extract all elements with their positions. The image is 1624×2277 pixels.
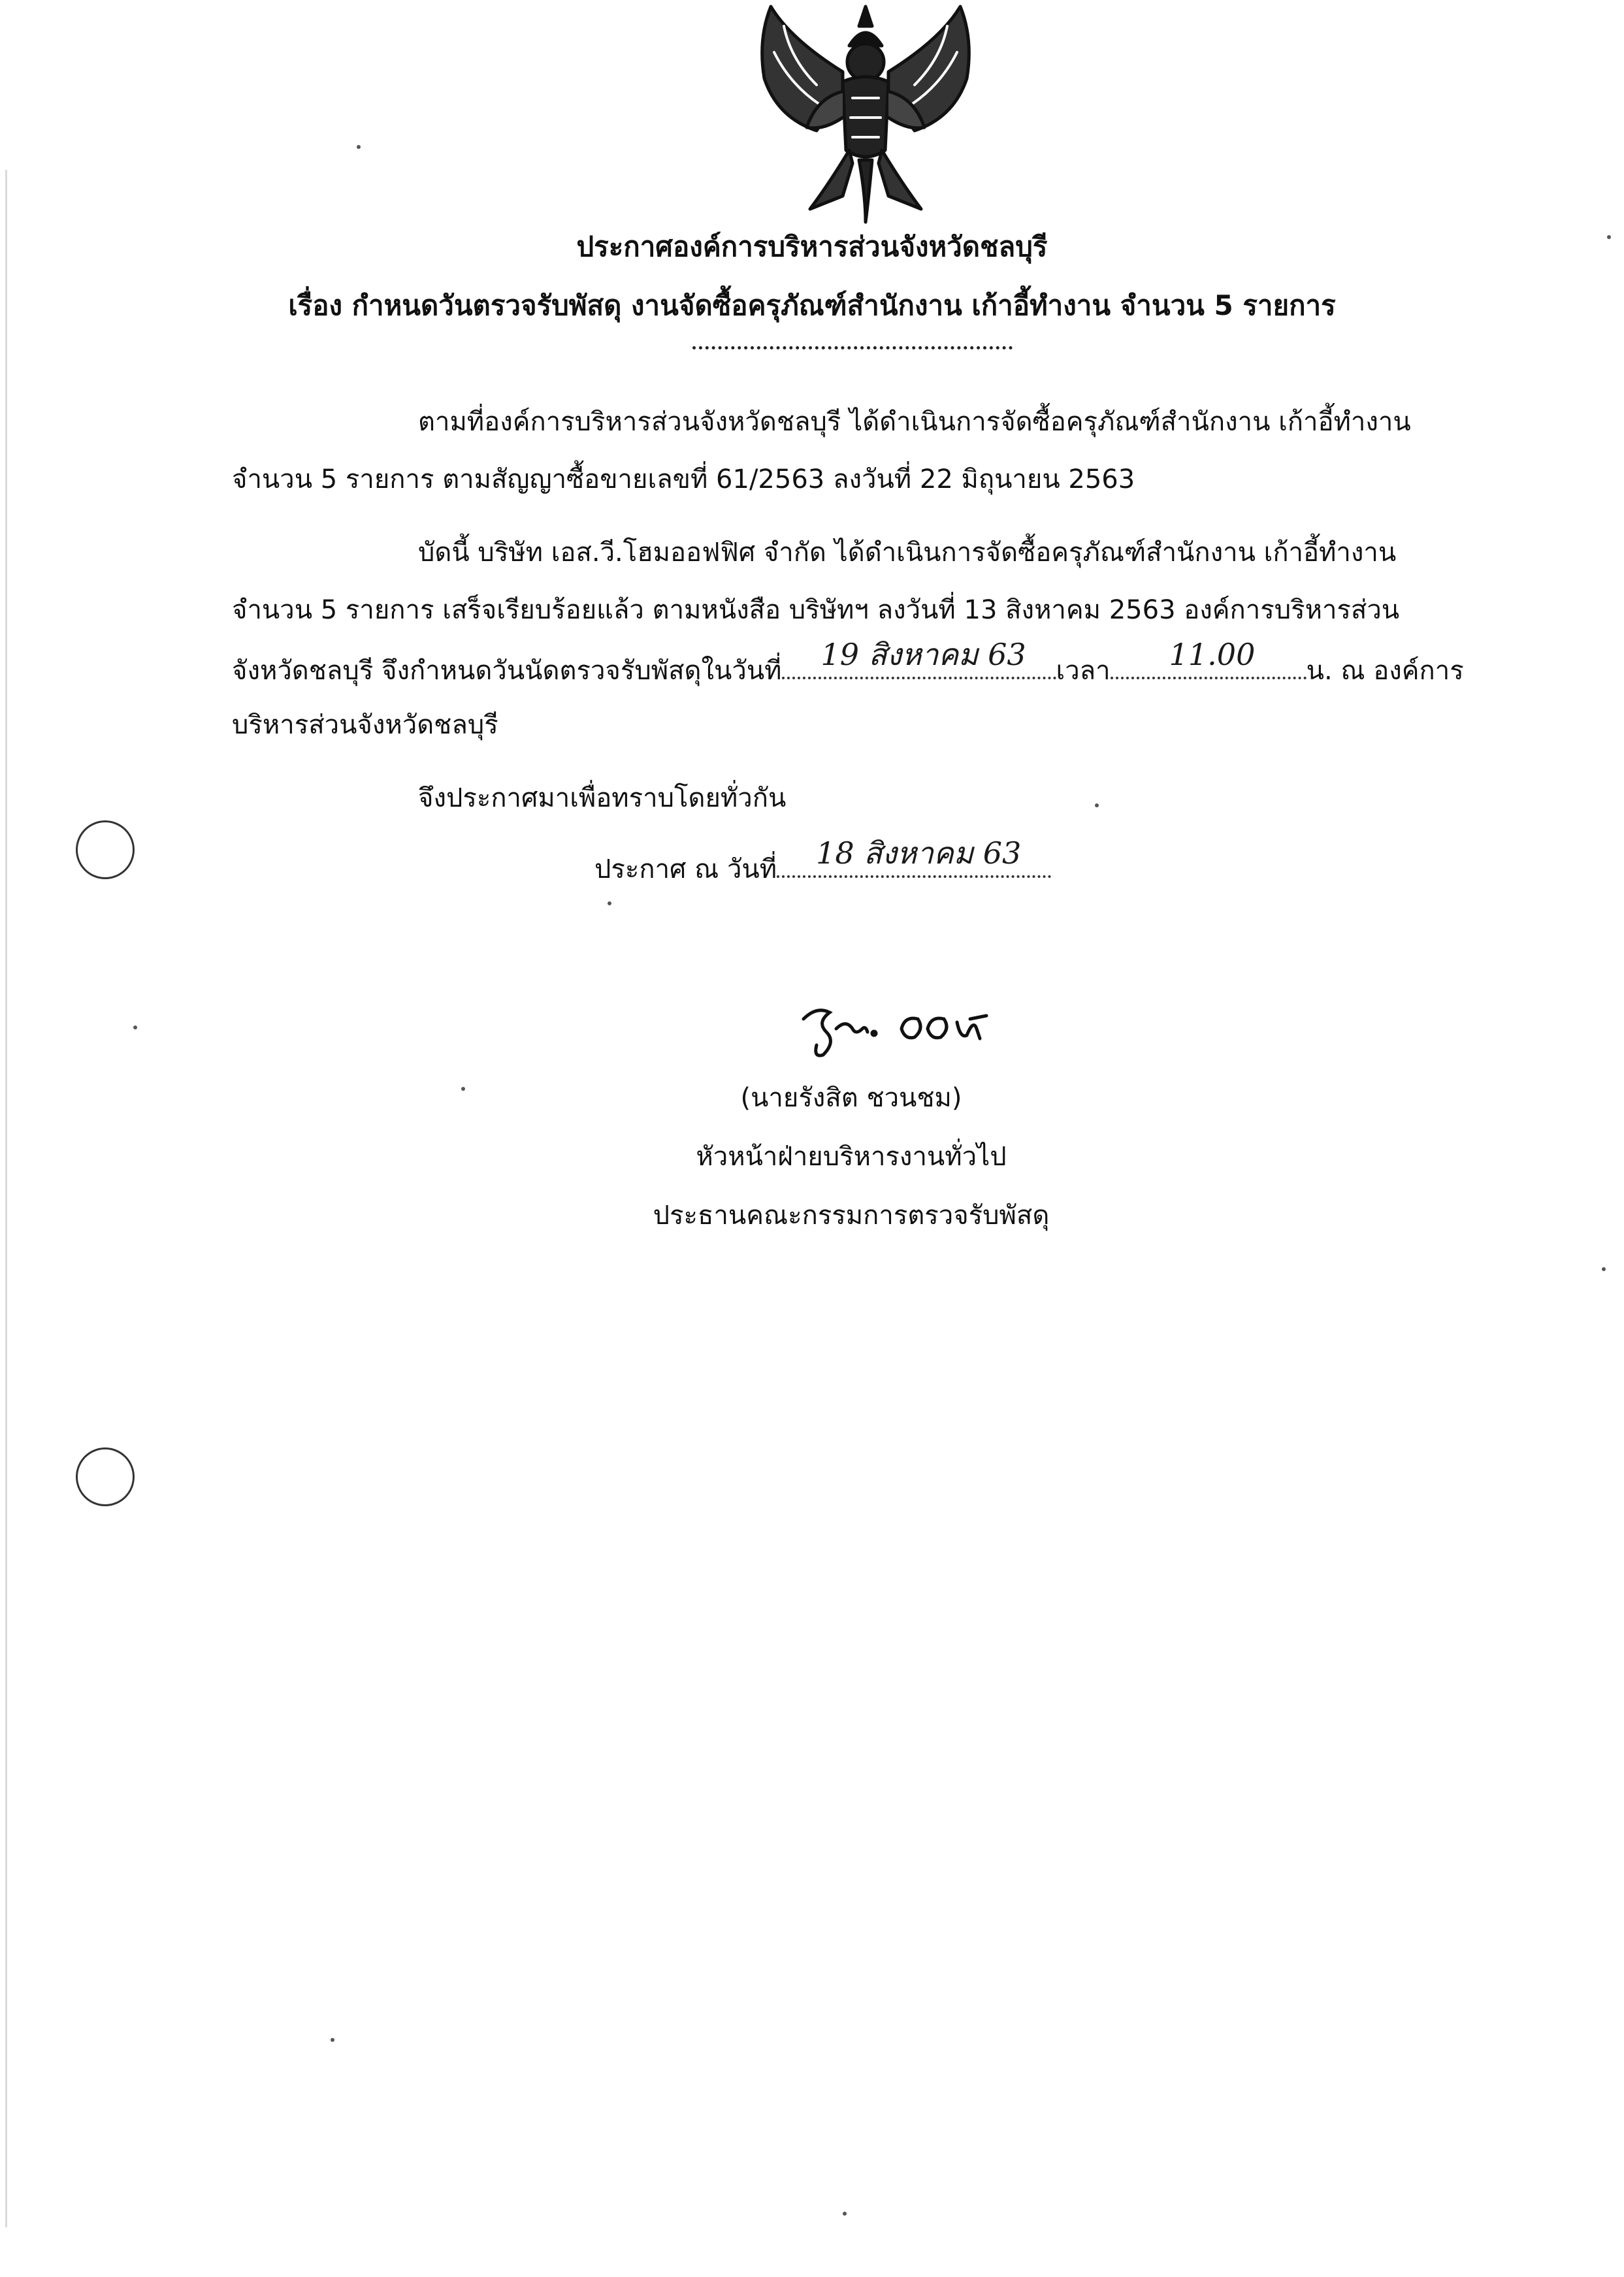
garuda-emblem-icon [745, 0, 986, 229]
scan-speck [1607, 235, 1611, 239]
inspection-time-label: เวลา [1056, 656, 1111, 686]
punch-hole-bottom [76, 1447, 135, 1506]
inspection-time-handwritten: 11.00 [1169, 637, 1256, 672]
inspection-date-label: จังหวัดชลบุรี จึงกำหนดวันนัดตรวจรับพัสดุในวันที่ [232, 656, 782, 686]
paragraph-1-line-1: ตามที่องค์การบริหารส่วนจังหวัดชลบุรี ได้ดำเนินการจัดซื้อครุภัณฑ์สำนักงาน เก้าอี้ทำงาน [418, 407, 1411, 437]
signature-icon [790, 993, 1006, 1065]
inspection-date-blank [782, 637, 1056, 679]
punch-hole-top [76, 820, 135, 879]
announce-date-label: ประกาศ ณ วันที่ [594, 854, 777, 884]
scan-speck [608, 901, 611, 905]
dotted-separator [692, 346, 1013, 349]
scan-speck [133, 1025, 137, 1029]
inspection-date-handwritten: 19 สิงหาคม 63 [820, 637, 1026, 672]
scan-speck [1095, 803, 1099, 807]
paragraph-2-line-2: จำนวน 5 รายการ เสร็จเรียบร้อยแล้ว ตามหนังสือ บริษัทฯ ลงวันที่ 13 สิงหาคม 2563 องค์การบริหารส่วน [232, 595, 1400, 625]
scan-speck [331, 2038, 334, 2042]
scan-speck [843, 2212, 847, 2216]
scan-speck [1602, 1267, 1606, 1271]
scan-speck [461, 1087, 465, 1091]
signatory-role-1: หัวหน้าฝ่ายบริหารงานทั่วไป [696, 1142, 1007, 1172]
paragraph-2-line-4: บริหารส่วนจังหวัดชลบุรี [232, 710, 498, 740]
signatory-name: (นายรังสิต ชวนชม) [740, 1083, 962, 1113]
announce-date-blank [777, 835, 1051, 878]
inspection-time-blank [1111, 637, 1307, 679]
paragraph-1-line-2: จำนวน 5 รายการ ตามสัญญาซื้อขายเลขที่ 61/2563 ลงวันที่ 22 มิถุนายน 2563 [232, 464, 1135, 494]
document-title: ประกาศองค์การบริหารส่วนจังหวัดชลบุรี [576, 231, 1048, 263]
closing-line: จึงประกาศมาเพื่อทราบโดยทั่วกัน [418, 783, 787, 813]
inspection-place-label: น. ณ องค์การ [1306, 656, 1464, 686]
paragraph-2-line-1: บัดนี้ บริษัท เอส.วี.โฮมออฟฟิศ จำกัด ได้ดำเนินการจัดซื้อครุภัณฑ์สำนักงาน เก้าอี้ทำงาน [418, 538, 1397, 568]
paragraph-2-line-3 [232, 637, 1473, 688]
announce-date-handwritten: 18 สิงหาคม 63 [816, 835, 1022, 871]
scan-speck [357, 145, 361, 149]
announce-date-line [594, 835, 1248, 886]
signatory-role-2: ประธานคณะกรรมการตรวจรับพัสดุ [653, 1201, 1050, 1231]
document-subject: เรื่อง กำหนดวันตรวจรับพัสดุ งานจัดซื้อครุภัณฑ์สำนักงาน เก้าอี้ทำงาน จำนวน 5 รายการ [288, 289, 1336, 321]
